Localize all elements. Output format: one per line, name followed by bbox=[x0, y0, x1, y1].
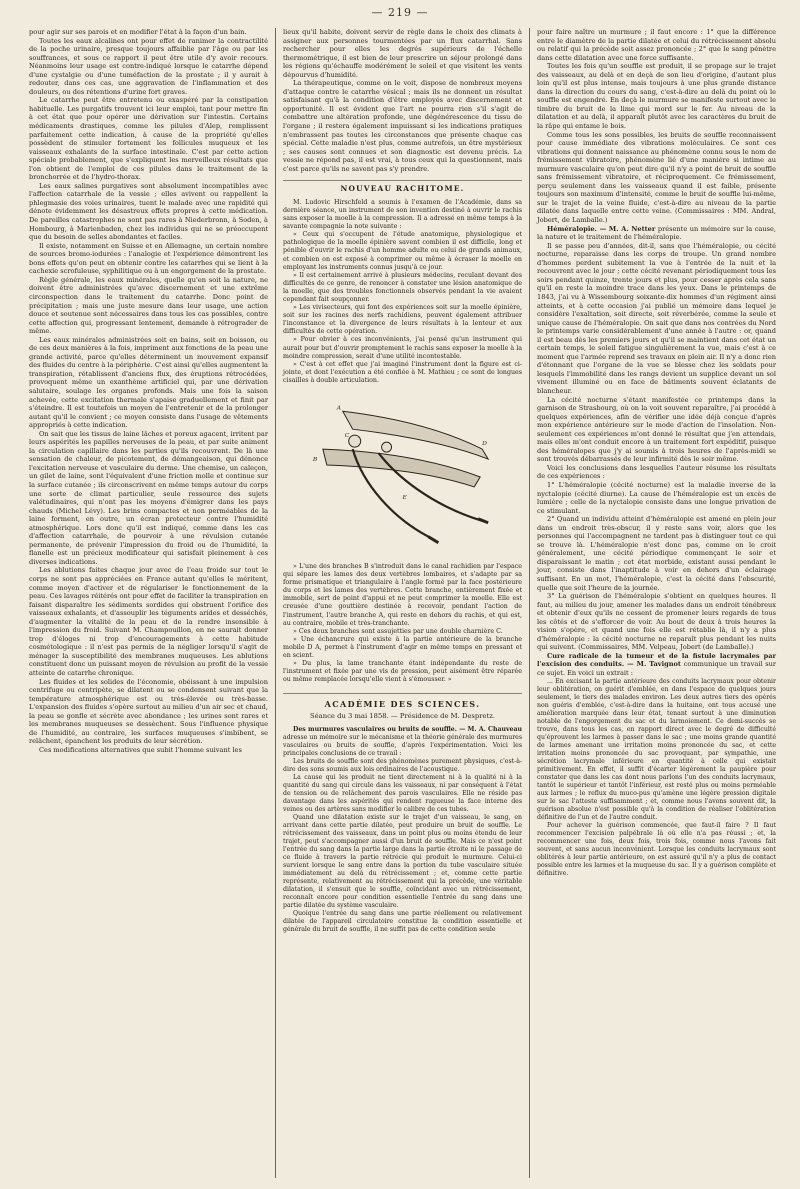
paragraph: Toutes les eaux alcalines ont pour effet de ranimer la contractilité de la poche urinaire, presque toujours affaiblie par l'âge ou par les souffrances, et sous ce rapport il peut être utile d'y avoir recours. Néanmoins leur usage est contre-indiqué lorsque le catarrhe dépend d'une cystalgie ou d'une tuméfaction de la prostate ; il y aurait à redouter, dans ces cas, une aggravation de l'inflammation et des douleurs, ou des rétentions d'urine fort graves. bbox=[29, 36, 268, 96]
column-2 bbox=[276, 28, 529, 1178]
hemeralopie-head: Héméralopie. — M. A. Netter bbox=[547, 224, 656, 233]
academy-head: Des murmures vasculaires ou bruits de souffle. — M. A. Chauveau bbox=[293, 725, 522, 733]
rachitome-note bbox=[283, 199, 522, 385]
columns bbox=[22, 28, 786, 1178]
academy-paragraphs bbox=[283, 758, 522, 934]
paragraph: » Il est certainement arrivé à plusieurs médecins, reculant devant des difficultés de ce genre, de renoncer à constater une lésion anatomique de la moelle, que des troubles fonctionnels observés pendant la vie avaient cependant fait soupçonner. bbox=[283, 271, 522, 303]
column-3 bbox=[530, 28, 783, 1178]
cure-paragraphs bbox=[537, 678, 776, 878]
paragraph: Toutes les fois qu'un souffle est produit, il se propage sur le trajet des vaisseaux, au delà et en deçà de son lieu d'origine, d'autant plus loin qu'il est plus intense, mais toujours à une plus grande distance dans la direction du cours du sang, c'est-à-dire au delà du point où le souffle est engendré. En deçà le murmure se manifeste surtout avec le timbre du bruit de la lime qui mord sur le fer. Au niveau de la dilatation et au delà, il apparaît plutôt avec les caractères du bruit de la râpe qui entame le bois. bbox=[537, 62, 776, 131]
paragraph: « Ceux qui s'occupent de l'étude anatomique, physiologique et pathologique de la moelle épinière savent combien il est difficile, long et pénible d'ouvrir le rachis d'un homme adulte ou celui de grands animaux, et combien on est exposé à comprimer ou même à écraser la moelle en employant les instruments connus jusqu'à ce jour. bbox=[283, 231, 522, 271]
paragraph: 3° La guérison de l'héméralopie s'obtient en quelques heures. Il faut, au milieu du jour, amener les malades dans un endroit ténébreux et obtenir d'eux qu'ils ne cessent de promener leurs regards de tous les côtés et de s'efforcer de voir. Au bout de deux à trois heures la vision s'opère, et quand une fois elle est rétablie là, il n'y a plus d'héméralopie : la cécité nocturne ne reparaît plus pendant les nuits qui suivent. (Commissaires, MM. Velpeau, Jobert (de Lamballe).) bbox=[537, 592, 776, 652]
paragraph: La thérapeutique, comme on le voit, dispose de nombreux moyens d'attaque contre le catarrhe vésical ; mais ils ne donnent un résultat satisfaisant qu'à la condition d'être employés avec discernement et opportunité. Il est évident que l'art ne pourra rien s'il s'agit de combattre une altération profonde, une dégénérescence du tissu de l'organe ; il restera également impuissant si les indications pratiques n'embrassent pas toutes les circonstances que présente chaque cas spécial. Cette maladie n'est plus, comme autrefois, un être mystérieux ; ses causes sont connues et son diagnostic est devenu précis. La vessie ne répond pas, il est vrai, à tous ceux qui la questionnent, mais c'est parce qu'ils ne savent pas s'y prendre. bbox=[283, 79, 522, 173]
paragraph: 2° Quand un individu atteint d'héméralopie est amené en plein jour dans un endroit très-obscur, il y reste sans voir, alors que les personnes qui l'accompagnent ne tardent pas à distinguer tout ce qui se trouve là. L'héméralopie n'est donc pas, comme on le croit généralement, une cécité périodique commençant le soir et disparaissant le matin ; cet état morbide, existant aussi pendant le jour, consiste dans l'inaptitude à voir en dehors d'un éclairage suffisant. En un mot, l'héméralopie, c'est la cécité dans l'obscurité, quelle que soit l'heure de la journée. bbox=[537, 515, 776, 592]
paragraph: Il se passe peu d'années, dit-il, sans que l'héméralopie, ou cécité nocturne, reparaisse dans les corps de troupe. Un grand nombre d'hommes perdent subitement la vue à l'entrée de la nuit et la recouvrent avec le jour ; cette cécité revenant périodiquement tous les soirs pendant quinze, trente jours et plus, pour cesser après cela sans qu'il en reste la moindre trace dans les yeux. Dans le printemps de 1843, j'ai vu à Wissembourg soixante-dix hommes d'un régiment ainsi atteints, et à cette occasion j'ai publié un mémoire dans lequel je considère l'exaltation, soit directe, soit réverbérée, comme la seule et unique cause de l'héméralopie. On sait que dans nos contrées du Nord le printemps varie considérablement d'une année à l'autre : or, quand il est beau dès les premiers jours et qu'il se maintient dans cet état un certain temps, le soleil fatigue singulièrement la vue, mais c'est à ce moment que l'armée reprend ses travaux en plein air. Il n'y a donc rien d'étonnant que l'organe de la vue se blesse chez les soldats pour lesquels l'immobilité dans les rangs devient un supplice devant un sol vivement illuminé ou en face de bâtiments souvent éclatants de blancheur. bbox=[537, 241, 776, 395]
paragraph: » Du plus, la lame tranchante étant indépendante du reste de l'instrument et fixée par une vis de pression, peut aisément être réparée ou même remplacée lorsqu'elle vient à s'émousser. » bbox=[283, 660, 522, 684]
figure-label-a: A bbox=[336, 404, 342, 412]
academy-head-continuation: adresse un mémoire sur le mécanisme et la théorie générale des murmures vasculaires ou bruits de souffle, d'après l'expérimentation. Voici les principales conclusions de ce travail : bbox=[283, 733, 522, 757]
figure-label-c: C bbox=[344, 432, 350, 440]
figure-label-b: B bbox=[312, 456, 318, 464]
paragraph: » Une échancrure qui existe à la partie antérieure de la branche mobile D A, permet à l'instrument d'agir en même temps en pressant et en scient. bbox=[283, 635, 522, 660]
paragraph: Il existe, notamment en Suisse et en Allemagne, un certain nombre de sources bromo-iodurées : l'analogie et l'expérience démontrent les bons effets qu'on peut en obtenir contre les catarrhes qui se lient à la cachexie scrofuleuse, syphilitique ou à un engorgement de la prostate. bbox=[29, 241, 268, 276]
paragraph: Voici les conclusions dans lesquelles l'auteur résume les résultats de ces expériences : bbox=[537, 463, 776, 481]
paragraph: pour agir sur ses parois et en modifier l'état à la façon d'un bain. bbox=[29, 28, 247, 36]
paragraph: » Ces deux branches sont assujetties par une double charnière C. bbox=[293, 627, 503, 635]
cure-first-paragraph bbox=[537, 652, 776, 678]
column-3-intro bbox=[537, 28, 776, 225]
figure-label-d: D bbox=[482, 440, 487, 448]
page-number: — 219 — bbox=[371, 6, 429, 19]
paragraph: » L'une des branches B s'introduit dans le canal rachidien par l'espace qui sépare les lames des deux vertèbres lombaires, et s'adapte par sa forme prismatique et triangulaire à l'angle formé par la face postérieure du corps et les lames des vertèbres. Cette branche, entièrement fixée et immobile, sert de point d'appui et ne peut comprimer la moelle. Elle est creusée d'une gouttière destinée à recevoir, pendant l'action de l'instrument, l'autre branche A, qui reste en dehors du rachis, et qui est, au contraire, mobile et très-tranchante. bbox=[283, 563, 522, 627]
hemeralopie-paragraphs bbox=[537, 242, 776, 652]
paragraph: La cécité nocturne s'étant manifestée ce printemps dans la garnison de Strasbourg, où on la voit souvent reparaître, j'ai procédé à quelques expériences, afin de vérifier une idée déjà conçue d'après mon expérience antérieure sur le mode d'action de l'insolation. Non-seulement ces expériences m'ont donné le résultat que j'en attendais, mais elles m'ont conduit encore à un traitement fort expéditif, puisque des héméralopes que j'y ai soumis à trois heures de l'après-midi se sont trouvés débarrassés de leur infirmité dès le soir même. bbox=[537, 395, 776, 464]
paragraph: Les fluides et les solides de l'économie, obéissant à une impulsion centrifuge ou centripète, se dilatent ou se condensent suivant que la température atmosphérique est ou très-élevée ou très-basse. L'expansion des fluides s'opère surtout au milieu d'un air sec et chaud, la peau se gonfle et sécrète avec abondance ; les urines sont rares et les membranes muqueuses se dessèchent. Sous l'influence physique de l'humidité, au contraire, les surfaces muqueuses s'imbibent, se relâchent, épanchent les produits de leur sécrétion. bbox=[29, 677, 268, 746]
paragraph: On sait que les tissus de laine lâches et poreux agacent, irritent par leurs aspérités les papilles nerveuses de la peau, et par suite animent la circulation capillaire dans les parties qu'ils recouvrent. De là une sensation de chaleur, de picotement, de démangeaison, qui dénonce l'excitation nerveuse et vasculaire du derme. Une chemise, un caleçon, un gilet de laine, sont l'équivalent d'une friction molle et continue sur la surface cutanée ; ils circonscrivent en même temps autour du corps une sorte de climat particulier, seule ressource des sujets valétudinaires, qui n'ont pas les moyens d'émigrer dans les pays chauds (Michel Lévy). Les brins compactes et non perméables de la laine forment, en outre, un écran protecteur contre l'humidité atmosphérique. Lors donc qu'il est indiqué, comme dans les cas d'affection catarrhale, de pourvoir à une révulsion cutanée permanente, de prévenir l'impression du froid ou de l'humidité, la flanelle est un précieux modificateur qui satisfait pleinement à ces diverses indications. bbox=[29, 429, 268, 566]
paragraph: ... En excisant la partie antérieure des conduits lacrymaux pour obtenir leur oblitération, on guérit d'emblée, en dans l'espace de quelques jours seulement, le tiers des malades environ. Les deux autres tiers des opérés non guéris d'emblée, c'est-à-dire dans la huitaine, ont tous accusé une amélioration marquée dans leur état, tenant surtout à une diminution notable de l'engorgement du sac et du larmoiement. Ce demi-succès se trouve, dans tous les cas, en rapport direct avec le degré de difficulté qu'éprouvent les larmes à passer dans le sac ; une moins grande quantité de larmes amenant une irritation moins prononcée du sac, et cette irritation moins prononcée du sac provoquant, par sympathie, une sécrétion lacrymale inférieure en quantité à celle qui existait primitivement. En effet, il suffit d'écarter légèrement la paupière pour constater que dans les cas dont nous parlons l'un des conduits lacrymaux, tantôt le supérieur et tantôt l'inférieur, est resté plus ou moins perméable aux larmes ; le reflux du muco-pus qu'amène une légère pression digitale sur le sac l'atteste suffisamment ; et, comme nous l'avons souvent dit, la guérison absolue n'est possible qu'à la condition de réaliser l'oblitération définitive de l'un et de l'autre conduit. bbox=[537, 677, 776, 821]
session-line: Séance du 3 mai 1858. — Présidence de M. Despretz. bbox=[310, 711, 495, 720]
paragraph: » Pour obvier à ces inconvénients, j'ai pensé qu'un instrument qui aurait pour but d'ouvrir promptement le rachis sans exposer la moelle à la moindre compression, serait d'une utilité incontestable. bbox=[283, 336, 522, 360]
hinge-c bbox=[349, 435, 361, 447]
paragraph: Comme tous les sons possibles, les bruits de souffle reconnaissent pour cause immédiate des vibrations moléculaires. Ce sont ces vibrations qui donnent naissance au phénomène connu sous le nom de frémissement vibratoire, phénomène lié d'une manière si intime au murmure vasculaire qu'on peut dire qu'il n'y a point de bruit de souffle sans frémissement vibratoire, et réciproquement. Ce frémissement, perçu seulement dans les vaisseaux quand il est faible, présente toujours son maximum d'intensité, comme le bruit de souffle lui-même, sur le trajet de la veine fluide, c'est-à-dire au niveau de la partie dilatée dans laquelle entre cette veine. (Commissaires : MM. Andral, Jobert, de Lamballe.) bbox=[537, 130, 776, 225]
branch-b bbox=[323, 449, 480, 487]
paragraph: Quoique l'entrée du sang dans une partie réellement ou relativement dilatée de l'appareil circulatoire constitue la condition essentielle et générale du bruit de souffle, il ne suffit pas de cette condition seule bbox=[283, 909, 522, 933]
paragraph: Ces modifications alternatives que subit l'homme suivant les bbox=[39, 745, 242, 754]
paragraph: 1° L'héméralopie (cécité nocturne) est la maladie inverse de la nyctalopie (cécité diurne). La cause de l'héméralopie est un excès de lumière ; celle de la nyctalopie consiste dans une longue privation de ce stimulant. bbox=[537, 480, 776, 515]
paragraph: Le catarrhe peut être entretenu ou exaspéré par la constipation habituelle. Les purgatifs trouvent ici leur emploi, tant pour mettre fin à cet état que pour opérer une dérivation sur l'intestin. Certains médicaments drastiques, comme les pilules d'Alep, remplissent parfaitement cette indication, à cause de la propriété qu'elles possèdent de stimuler fortement les follicules muqueux et les vaisseaux exhalants de la surface intestinale. C'est par cette action spéciale probablement, que s'expliquent les merveilleux résultats que l'on obtient de l'emploi de ces pilules dans le traitement de la bronchorrée et de l'hydro-thorax. bbox=[29, 96, 268, 182]
figure-label-e: E bbox=[402, 493, 407, 501]
cure-head-continuation: communique un travail sur ce sujet. En voici un extrait : bbox=[537, 660, 776, 678]
column-2-intro bbox=[283, 28, 522, 173]
rachitome-illustration bbox=[283, 389, 522, 557]
paragraph: M. Ludovic Hirschfeld a soumis à l'examen de l'Académie, dans sa dernière séance, un instrument de son invention destiné à ouvrir le rachis sans exposer la moelle à la compression. Il a adressé en même temps à la savante compagnie la note suivante : bbox=[283, 198, 522, 231]
paragraph: La cause qui les produit ne tient directement ni à la qualité ni à la quantité du sang qui circule dans les vaisseaux, ni par conséquent à l'état de tension ou de relâchement des parois vasculaires. Elle ne réside pas davantage dans les aspérités qui rendent rugueuse la face interne des veines ou des artères sans modifier le calibre de ces tubes. bbox=[283, 773, 522, 813]
paragraph: Les eaux minérales administrées soit en bains, soit en boisson, ou de ces deux manières à la fois, impriment aux fonctions de la peau une grande activité, parce qu'elles déterminent un mouvement expansif des fluides du centre à la périphérie. C'est ainsi qu'elles augmentent la transpiration, rétablissent d'anciens flux, des éruptions rétrocédées, provoquent même un exanthème artificiel qui, par une dérivation salutaire, soulage les organes profonds. Mais une fois la saison achevée, cette excitation thermale s'apaise graduellement et finit par s'éteindre. Il est toutefois un moyen de l'entretenir et de la prolonger autant qu'il le convient ; ce moyen consiste dans l'usage de vêtements appropriés à cette indication. bbox=[29, 335, 268, 430]
hinge-c2 bbox=[382, 442, 392, 452]
paragraph: » C'est à cet effet que j'ai imaginé l'instrument dont la figure est ci-jointe, et dont l'exécution a été confiée à M. Mathieu ; ce sont de longues cisailles à double articulation. bbox=[283, 360, 522, 384]
column-1 bbox=[22, 28, 275, 1178]
hemeralopie-first-paragraph bbox=[537, 225, 776, 242]
section-title-rachitome: NOUVEAU RACHITOME. bbox=[283, 180, 522, 194]
academy-title: ACADÉMIE DES SCIENCES. bbox=[283, 693, 522, 709]
paragraph: » Les vivisecteurs, qui font des expériences soit sur la moelle épinière, soit sur les racines des nerfs rachidiens, peuvent également attribuer l'inconstance et la divergence de leurs résultats à la lenteur et aux difficultés de cette opération. bbox=[283, 304, 522, 336]
paragraph: Les eaux salines purgatives sont absolument incompatibles avec l'affection catarrhale de la vessie ; elles avivent ou rappellent la phlegmasie des voies urinaires, tuent le malade avec une rapidité qui dénote évidemment les désastreux effets propres à cette médication. De pareilles catastrophes ne sont pas rares à Niederbronn, à Soden, à Hombourg, à Marienbaden, chez les individus qui ne se préoccupent que du besoin de selles abondantes et faciles. bbox=[29, 181, 268, 242]
paragraph: pour faire naître un murmure ; il faut encore : 1° que la différence entre le diamètre de la partie dilatée et celui du rétrécissement absolu ou relatif qui la précède soit assez prononcée ; 2° que le sang pénètre dans cette dilatation avec une force suffisante. bbox=[537, 28, 776, 62]
paragraph: Les bruits de souffle sont des phénomènes purement physiques, c'est-à-dire des sons soumis aux lois ordinaires de l'acoustique. bbox=[283, 757, 522, 773]
paragraph: Pour achever la guérison commencée, que faut-il faire ? Il faut recommencer l'excision palpébrale là où elle n'a pas réussi ; et, la recommencer une fois, deux fois, trois fois, comme nous l'avons fait souvent, et sans aucun inconvénient. Lorsque les conduits lacrymaux sont oblitérés à leur partie antérieure, on est assuré qu'il n'y a plus de contact possible entre les larmes et la muqueuse du sac. Il y a guérison complète et définitive. bbox=[537, 821, 776, 877]
hemeralopie-head-continuation: présente un mémoire sur la cause, la nature et le traitement de l'héméralopie. bbox=[537, 224, 776, 242]
cure-head: Cure radicale de la tumeur et de la fistule lacrymales par l'excision des conduits. — M. Tavignot bbox=[537, 651, 776, 669]
rachitome-figure bbox=[283, 389, 522, 557]
paragraph: Les ablutions faites chaque jour avec de l'eau froide sur tout le corps ne sont pas appréciées en France autant qu'elles le méritent, comme moyen d'activer et de régulariser le fonctionnement de la peau. Ces lavages réitérés ont pour effet de faciliter la transpiration en faisant disparaître les sédiments sordides qui obstruent l'orifice des vaisseaux exhalants, et d'assouplir les téguments arides et desséchés, d'augmenter la vitalité de la peau et de la rendre insensible à l'impression du froid. Suivant M. Champouillon, en ne saurait donner trop d'éloges ni trop d'encouragements à cette habitude cosmétologique : il n'est pas permis de la négliger lorsqu'il s'agit de ménager la susceptibilité des membranes muqueuses. Les ablutions constituent donc un puissant moyen de révulsion au profit de la vessie atteinte de catarrhe chronique. bbox=[29, 566, 268, 678]
paragraph: Quand une dilatation existe sur le trajet d'un vaisseau, le sang, en arrivant dans cette partie dilatée, peut produire un bruit de souffle. Le rétrécissement des vaisseaux, dans un point plus ou moins étendu de leur trajet, peut s'accompagner aussi d'un bruit de souffle. Mais ce n'est point l'entrée du sang dans la partie large dans la partie étroite ni le passage de ce fluide à travers la partie rétrécie qui produit le murmure. Celui-ci survient lorsque le sang entre dans la portion du tube vasculaire située immédiatement au delà du rétrécissement ; et, comme cette partie représente, relativement au rétrécissement qui la précède, une véritable dilatation, il s'ensuit que le souffle, coïncidant avec un rétrécissement, reconnaît encore pour condition essentielle l'entrée du sang dans une partie dilatée du système vasculaire. bbox=[283, 813, 522, 909]
paragraph: Règle générale, les eaux minérales, quelle qu'en soit la nature, ne doivent être administrées qu'avec discernement et une extrême circonspection dans le traitement du catarrhe. Donc point de précipitation ; mais une juste mesure dans leur usage, une action douce et soutenue sont nécessaires dans tous les cas possibles, contre cette affection qui, progressant lentement, demande à rétrograder de même. bbox=[29, 275, 268, 336]
paragraph: lieux qu'il habite, doivent servir de règle dans le choix des climats à assigner aux personnes tourmentées par un flux catarrhal. Sans rechercher pour elles les degrés supérieurs de l'échelle thermométrique, il est bien de leur prescrire un séjour prolongé dans les régions qu'échauffe modérément le soleil et que visitent les vents dépourvus d'humidité. bbox=[283, 28, 522, 79]
rachitome-description bbox=[283, 563, 522, 684]
academy-first-paragraph bbox=[283, 726, 522, 758]
